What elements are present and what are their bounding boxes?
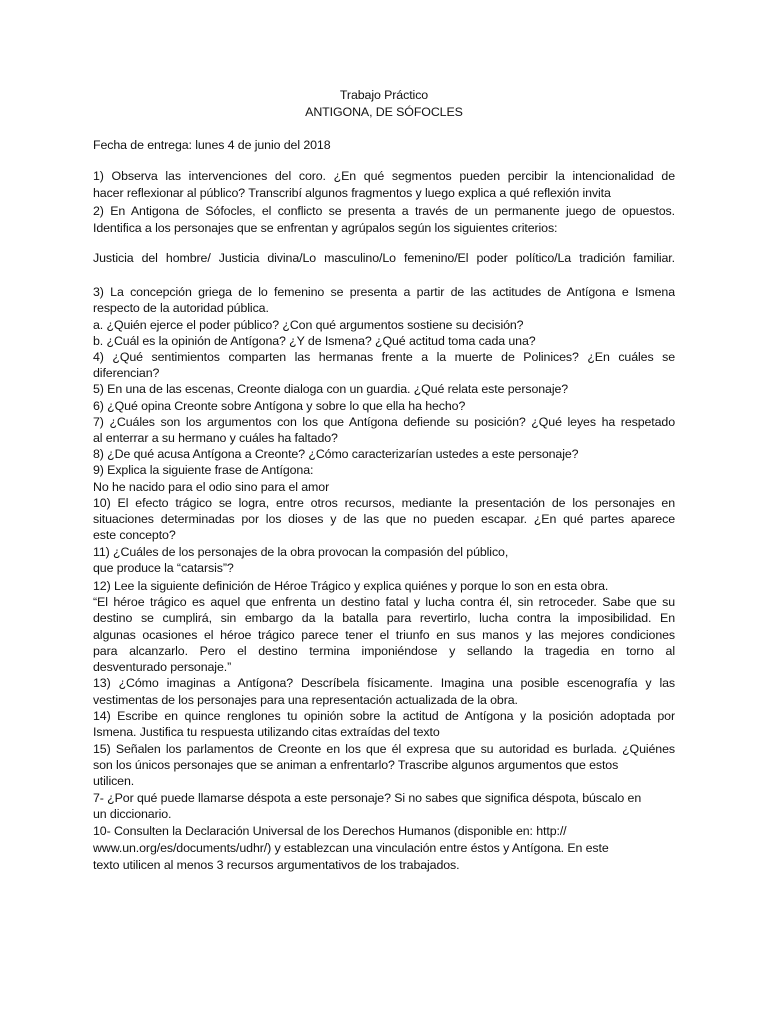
criteria-line: Justicia del hombre/ Justicia divina/Lo masculino/Lo femenino/El poder político/La tradición familiar. [93, 251, 675, 265]
text-line: situaciones determinadas por los dioses y de las que no pueden escapar. ¿En qué partes aparece [93, 512, 675, 526]
quote-line: No he nacido para el odio sino para el amor [93, 480, 330, 494]
text-line: hacer reflexionar al público? Transcribí algunos fragmentos y luego explica a qué reflexión invita [93, 186, 611, 200]
text-line: 11) ¿Cuáles de los personajes de la obra provocan la compasión del público, [93, 545, 509, 559]
text-line: 13) ¿Cómo imaginas a Antígona? Descríbela físicamente. Imagina una posible escenografía y las [93, 676, 675, 690]
text-line: 12) Lee la siguiente definición de Héroe Trágico y explica quiénes y porque lo son en esta obra. [93, 579, 609, 593]
text-line: a. ¿Quién ejerce el poder público? ¿Con qué argumentos sostiene su decisión? [93, 318, 524, 332]
text-line: texto utilicen al menos 3 recursos argumentativos de los trabajados. [93, 858, 460, 872]
definition-line: algunas ocasiones el héroe trágico parece tener el triunfo en sus manos y las mejores condiciones [93, 628, 675, 642]
document-title: Trabajo Práctico [339, 88, 429, 102]
text-line: 2) En Antigona de Sófocles, el conflicto se presenta a través de un permanente juego de opuestos. [93, 204, 675, 218]
text-line: 8) ¿De qué acusa Antígona a Creonte? ¿Cómo caracterizarían ustedes a este personaje? [93, 447, 579, 461]
text-line: 6) ¿Qué opina Creonte sobre Antígona y sobre lo que ella ha hecho? [93, 399, 466, 413]
text-line: que produce la “catarsis”? [93, 561, 234, 575]
definition-line: para alcanzarlo. Pero el destino termina imponiéndose y sellando la tragedia en torno al [93, 644, 675, 658]
text-line: 3) La concepción griega de lo femenino se presenta a partir de las actitudes de Antígona e Ismena [93, 285, 675, 299]
text-line: vestimentas de los personajes para una representación actualizada de la obra. [93, 693, 518, 707]
definition-line: destino se cumplirá, sin embargo da la batalla para revertirlo, lucha contra la imposibilidad. En [93, 611, 675, 625]
text-line: 7- ¿Por qué puede llamarse déspota a este personaje? Si no sabes que significa déspota, búscalo en [93, 791, 642, 805]
text-line: diferencian? [93, 366, 160, 380]
text-line: respecto de la autoridad pública. [93, 301, 269, 315]
definition-line: “El héroe trágico es aquel que enfrenta un destino fatal y lucha contra él, sin retroceder. Sabe que su [93, 595, 675, 609]
definition-line: desventurado personaje.” [93, 660, 232, 674]
text-line: 5) En una de las escenas, Creonte dialoga con un guardia. ¿Qué relata este personaje? [93, 382, 569, 396]
text-line: un diccionario. [93, 807, 172, 821]
text-line: Ismena. Justifica tu respuesta utilizando citas extraídas del texto [93, 725, 440, 739]
text-line: son los únicos personajes que se animan a enfrentarlo? Trascribe algunos argumentos que estos [93, 758, 619, 772]
text-line: 10- Consulten la Declaración Universal de los Derechos Humanos (disponible en: http:// [93, 824, 567, 838]
text-line: 4) ¿Qué sentimientos comparten las hermanas frente a la muerte de Polinices? ¿En cuáles se [93, 350, 675, 364]
text-line: www.un.org/es/documents/udhr/) y establezcan una vinculación entre éstos y Antígona. En este [93, 841, 609, 855]
text-line: 9) Explica la siguiente frase de Antígona: [93, 463, 314, 477]
text-line: Identifica a los personajes que se enfrentan y agrúpalos según los siguientes criterios: [93, 221, 558, 235]
text-line: 7) ¿Cuáles son los argumentos con los que Antígona defiende su posición? ¿Qué leyes ha respetado [93, 415, 675, 429]
text-line: utilicen. [93, 774, 135, 788]
due-date-line: Fecha de entrega: lunes 4 de junio del 2018 [93, 138, 331, 152]
text-line: 14) Escribe en quince renglones tu opinión sobre la actitud de Antígona y la posición adoptada por [93, 709, 675, 723]
text-line: 15) Señalen los parlamentos de Creonte en los que él expresa que su autoridad es burlada. ¿Quiénes [93, 742, 675, 756]
text-line: 10) El efecto trágico se logra, entre otros recursos, mediante la presentación de los personajes en [93, 496, 675, 510]
text-line: este concepto? [93, 528, 176, 542]
document-subtitle: ANTIGONA, DE SÓFOCLES [305, 105, 463, 119]
text-line: al enterrar a su hermano y cuáles ha faltado? [93, 431, 338, 445]
text-line: b. ¿Cuál es la opinión de Antígona? ¿Y de Ismena? ¿Qué actitud toma cada una? [93, 334, 536, 348]
text-line: 1) Observa las intervenciones del coro. ¿En qué segmentos pueden percibir la intencionalidad de [93, 169, 675, 183]
